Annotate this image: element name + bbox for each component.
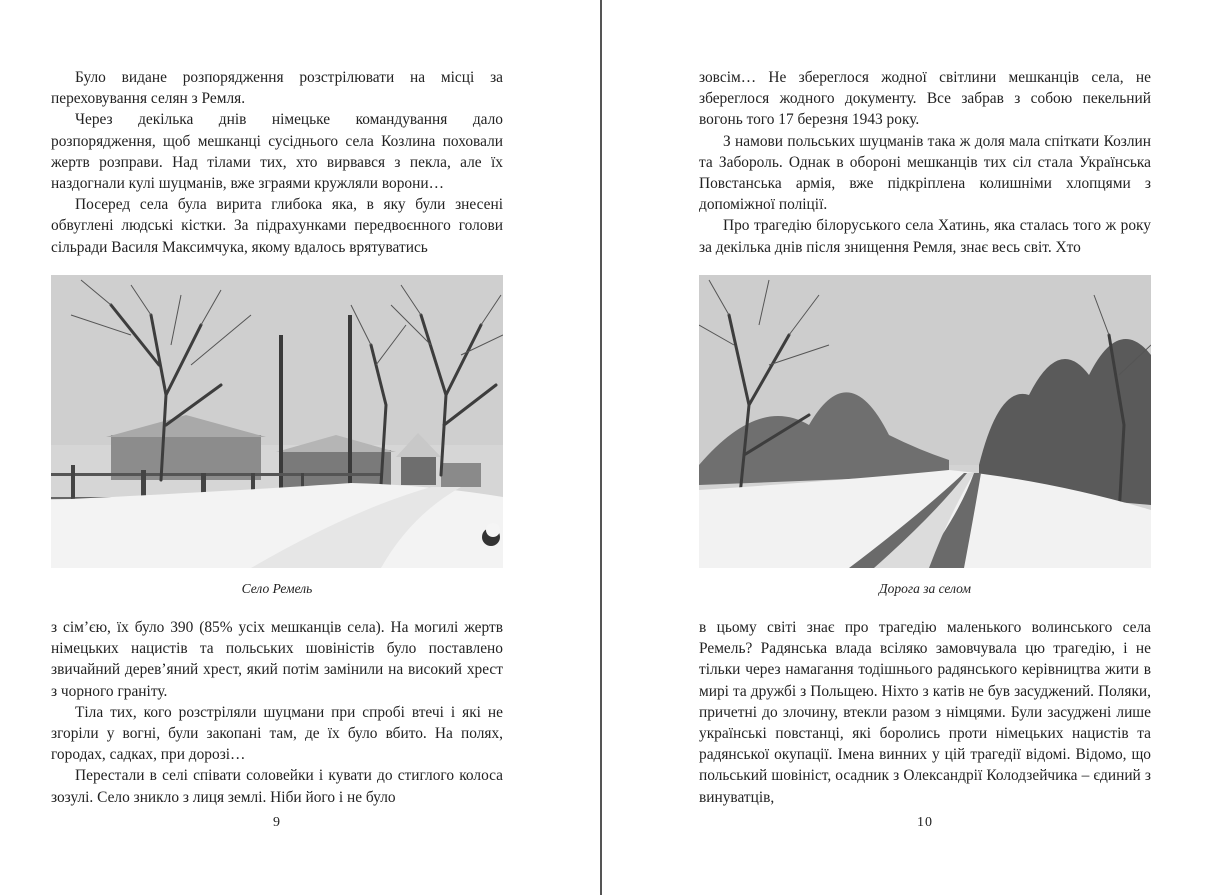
paragraph: Через декілька днів німецьке командування дало розпорядження, щоб мешканці сусіднього села Козлина поховали жертв розправи. Над тілами тих, хто вирвався з пекла, але їх наздогнали кулі шуцманів, вже зграями кружляли ворони…: [51, 111, 503, 193]
page-number: 10: [917, 815, 933, 830]
village-photo: [51, 275, 503, 568]
photo-caption: Село Ремель: [241, 581, 313, 596]
paragraph: з сім’єю, їх було 390 (85% усіх мешканців села). На могилі жертв німецьких нацистів та польських шовіністів було поставлено звичайний дерев’яний хрест, який потім замінили на високий хрест з чорного граніту.: [51, 619, 503, 700]
paragraph: Посеред села була вирита глибока яка, в яку були знесені обвуглені людські кістки. За підрахунками передвоєнного голови сільради Василя Максимчука, якому вдалось врятуватись: [51, 196, 503, 256]
photo-caption: Дорога за селом: [879, 581, 971, 596]
paragraph: в цьому світі знає про трагедію маленького волинського села Ремель? Радянська влада всіляко замовчувала цю трагедію, і не тільки через намагання тодішнього радянського керівництва жити в мирі та дружбі з Польщею. Ніхто з катів не був засуджений. Поляки, причетні до злочину, втекли разом з німцями. Були засуджені лише українські повстанці, які боролись проти німецьких нацистів та радянської окупації. Імена винних у цій трагедії відомі. Відомо, що польський шовініст, осадник з Олександрії Колодзейчика – єдиний з винуватців,: [699, 619, 1151, 806]
left-top-text: [51, 67, 503, 258]
paragraph: Перестали в селі співати соловейки і кувати до стиглого колоса зозулі. Село зникло з лиця землі. Ніби його і не було: [51, 767, 503, 806]
paragraph: Було видане розпорядження розстрілювати на місці за переховування селян з Ремля.: [51, 69, 503, 108]
right-bottom-text: [699, 617, 1151, 808]
right-page: [699, 0, 1151, 895]
road-photo: [699, 275, 1151, 568]
paragraph: Тіла тих, кого розстріляли шуцмани при спробі втечі і які не згоріли у вогні, були закопані там, де їх було вбито. На полях, городах, садках, при дорозі…: [51, 703, 503, 764]
book-spine: [600, 0, 602, 895]
left-page: [51, 0, 503, 895]
paragraph: Про трагедію білоруського села Хатинь, яка сталась того ж року за декілька днів після знищення Ремля, знає весь світ. Хто: [699, 217, 1151, 256]
paragraph: зовсім… Не збереглося жодної світлини мешканців села, не збереглося жодного документу. Все забрав з собою пекельний вогонь того 17 березня 1943 року.: [699, 69, 1151, 129]
right-top-text: [699, 67, 1151, 258]
paragraph: З намови польських шуцманів така ж доля мала спіткати Козлин та Забороль. Однак в обороні мешканців тих сіл стала Українська Повстанська армія, вже підкріплена колишніми хлопцями з допоміжної поліції.: [699, 132, 1151, 214]
left-bottom-text: [51, 617, 503, 808]
page-number: 9: [273, 815, 281, 830]
